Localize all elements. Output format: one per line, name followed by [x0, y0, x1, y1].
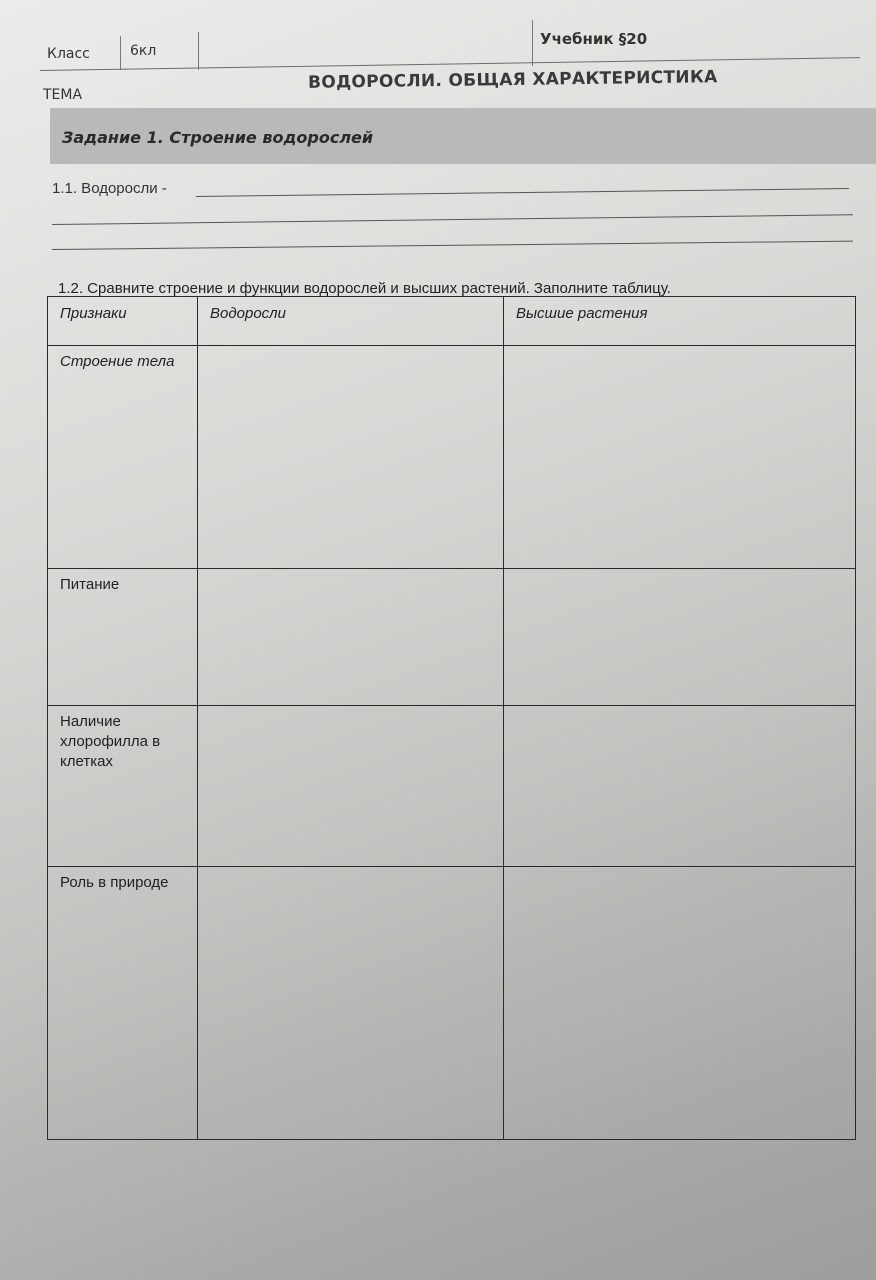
answer-cell-higher-plants[interactable] [504, 706, 856, 867]
column-header-higher-plants: Высшие растения [504, 297, 856, 346]
answer-cell-algae[interactable] [198, 569, 504, 706]
table-row [48, 346, 856, 569]
answer-cell-algae[interactable] [198, 346, 504, 569]
table-row [48, 569, 856, 706]
question-1-1: 1.1. Водоросли - [52, 180, 167, 197]
header-divider [120, 36, 121, 70]
row-label [48, 706, 198, 867]
header-rule [40, 57, 860, 71]
topic-title: ВОДОРОСЛИ. ОБЩАЯ ХАРАКТЕРИСТИКА [307, 67, 718, 93]
topic-label: ТЕМА [43, 87, 83, 103]
textbook-label: Учебник §20 [540, 30, 648, 48]
answer-cell-algae[interactable] [198, 706, 504, 867]
answer-cell-higher-plants[interactable] [504, 867, 856, 1140]
column-header-feature: Признаки [48, 297, 198, 346]
row-label-text: Наличие хлорофилла в клетках [60, 713, 161, 770]
row-label-text: Строение тела [60, 353, 175, 370]
table-row [48, 867, 856, 1140]
answer-line[interactable] [52, 241, 853, 250]
answer-cell-higher-plants[interactable] [504, 346, 856, 569]
class-label: Класс [47, 46, 90, 62]
row-label [48, 867, 198, 1140]
comparison-table [47, 296, 856, 1140]
question-1-2: 1.2. Сравните строение и функции водорослей и высших растений. Заполните таблицу. [58, 280, 671, 297]
table-header-row [48, 297, 856, 346]
task-title: Задание 1. Строение водорослей [62, 128, 374, 147]
answer-line[interactable] [196, 188, 849, 197]
row-label-text: Питание [60, 576, 120, 593]
header-divider [532, 20, 533, 66]
header-divider [198, 32, 199, 70]
class-value: 6кл [130, 43, 157, 59]
row-label [48, 346, 198, 569]
answer-cell-algae[interactable] [198, 867, 504, 1140]
table-row [48, 706, 856, 867]
row-label [48, 569, 198, 706]
column-header-algae: Водоросли [198, 297, 504, 346]
answer-line[interactable] [52, 214, 853, 225]
row-label-text: Роль в природе [60, 874, 169, 891]
answer-cell-higher-plants[interactable] [504, 569, 856, 706]
